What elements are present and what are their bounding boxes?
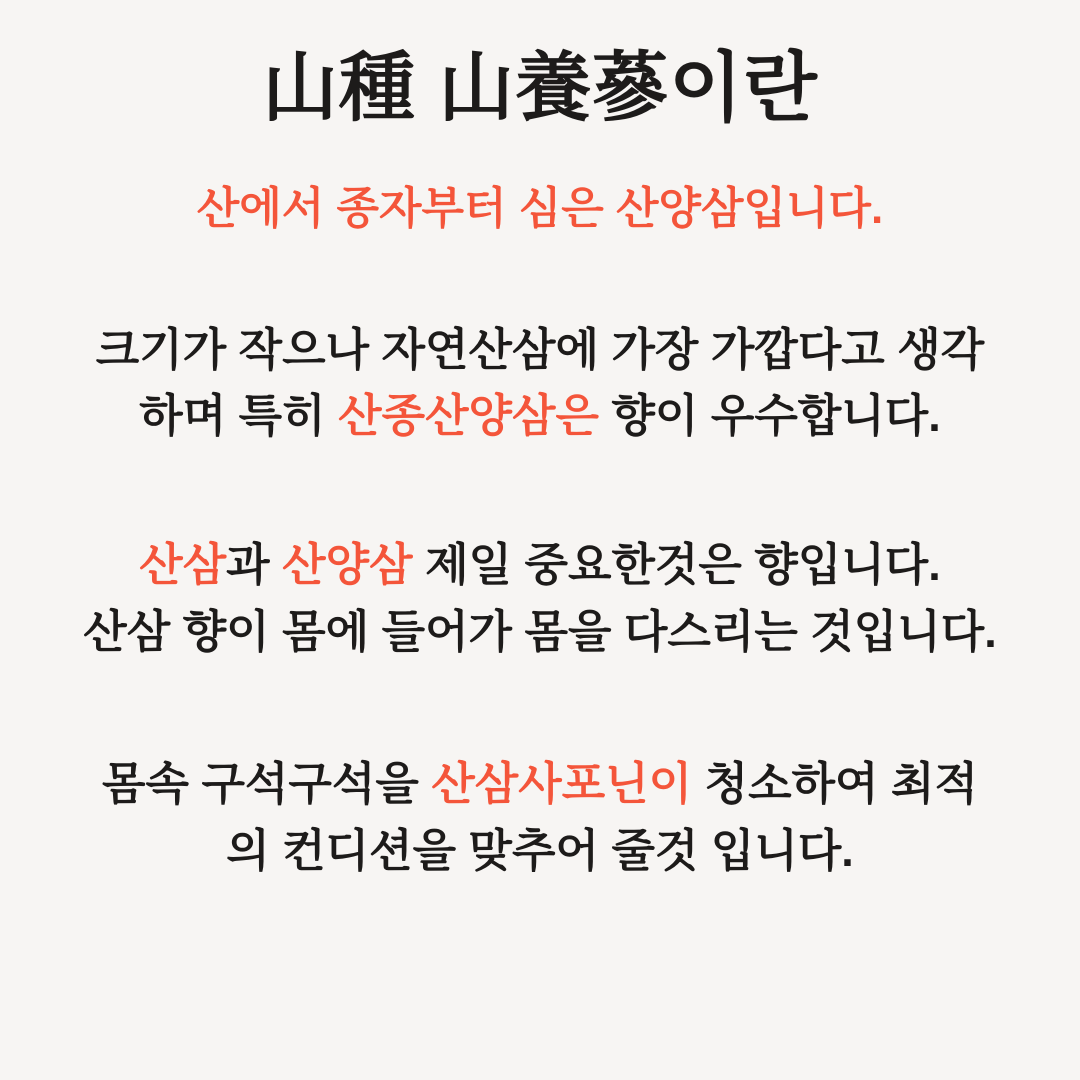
- paragraph-line: [50, 317, 1030, 384]
- highlight-text: 산양삼: [282, 539, 413, 591]
- body-paragraph-3: [50, 751, 1030, 884]
- highlight-text: 산삼: [139, 539, 227, 591]
- body-text: 몸속 구석구석을: [102, 758, 432, 810]
- body-text: 향이 우수합니다.: [598, 390, 941, 442]
- body-paragraph-1: [50, 317, 1030, 450]
- body-text: 하며 특히: [139, 390, 339, 442]
- body-text: 제일 중요한것은 향입니다.: [412, 539, 941, 591]
- subtitle-text: 산에서 종자부터 심은 산양삼입니다.: [196, 183, 884, 233]
- paragraph-line: [50, 818, 1030, 885]
- body-text: 청소하여 최적: [692, 758, 978, 810]
- page-title: 山種 山養蔘이란: [262, 46, 818, 131]
- body-text: 산삼 향이 몸에 들어가 몸을 다스리는 것입니다.: [83, 605, 997, 657]
- body-text: 의 컨디션을 맞추어 줄것 입니다.: [226, 824, 854, 876]
- highlight-text: 산종산양삼은: [338, 390, 599, 442]
- body-text: 크기가 작으나 자연산삼에 가장 가깝다고 생각: [95, 323, 985, 375]
- body-text: 과: [226, 539, 283, 591]
- paragraph-line: [50, 383, 1030, 450]
- paragraph-line: [50, 751, 1030, 818]
- body-paragraph-2: [50, 532, 1030, 665]
- paragraph-line: [50, 599, 1030, 666]
- highlight-text: 산삼사포닌이: [431, 758, 693, 810]
- paragraph-line: [50, 532, 1030, 599]
